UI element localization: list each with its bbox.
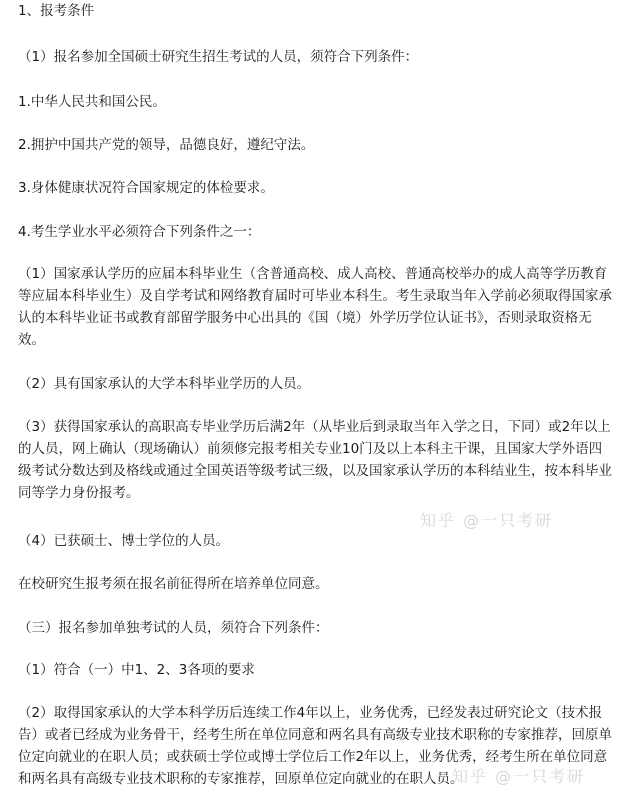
watermark-text-bottom: 知乎 @一只考研 xyxy=(452,767,586,786)
paragraph-9: （4）已获硕士、博士学位的人员。 xyxy=(18,533,230,549)
paragraph-5: 4.考生学业水平必须符合下列条件之一： xyxy=(18,224,261,240)
paragraph-7: （2）具有国家承认的大学本科毕业学历的人员。 xyxy=(18,376,311,392)
paragraph-6: （1）国家承认学历的应届本科毕业生（含普通高校、成人高校、普通高校举办的成人高等学历教育等应届本科毕业生）及自学考试和网络教育届时可毕业本科生。考生录取当年入学前必须取得国家承认的本科毕业证书或教育部留学服务中心出具的《国（境）外学历学位认证书》，否则录取资格无效。 xyxy=(18,266,612,348)
section-heading: 1、报考条件 xyxy=(18,3,95,19)
watermark-text: 知乎 @一只考研 xyxy=(420,511,554,530)
paragraph-10: 在校研究生报考须在报名前征得所在培养单位同意。 xyxy=(18,576,329,592)
paragraph-1: （1）报名参加全国硕士研究生招生考试的人员，须符合下列条件： xyxy=(18,49,419,65)
paragraph-12: （1）符合（一）中1、2、3各项的要求 xyxy=(18,662,255,678)
paragraph-13: （2）取得国家承认的大学本科学历后连续工作4年以上，业务优秀，已经发表过研究论文（技术报告）或者已经成为业务骨干，经考生所在单位同意和两名具有高级专业技术职称的专家推荐，回原单位定向就业的在职人员；或获硕士学位或博士学位后工作2年以上，业务优秀，经考生所在单位同意和两名具有高级专业技术职称的专家推荐，回原单位定向就业的在职人员。 xyxy=(18,705,612,787)
paragraph-4: 3.身体健康状况符合国家规定的体检要求。 xyxy=(18,180,274,196)
paragraph-2: 1.中华人民共和国公民。 xyxy=(18,94,166,110)
paragraph-8: （3）获得国家承认的高职高专毕业学历后满2年（从毕业后到录取当年入学之日，下同）或2年以上的人员，网上确认（现场确认）前须修完报考相关专业10门及以上本科主干课，且国家大学外语四级考试分数达到及格线或通过全国英语等级考试三级，以及国家承认学历的本科结业生，按本科毕业同等学力身份报考。 xyxy=(18,419,612,501)
paragraph-11: （三）报名参加单独考试的人员，须符合下列条件： xyxy=(18,620,329,636)
paragraph-3: 2.拥护中国共产党的领导，品德良好，遵纪守法。 xyxy=(18,137,315,153)
